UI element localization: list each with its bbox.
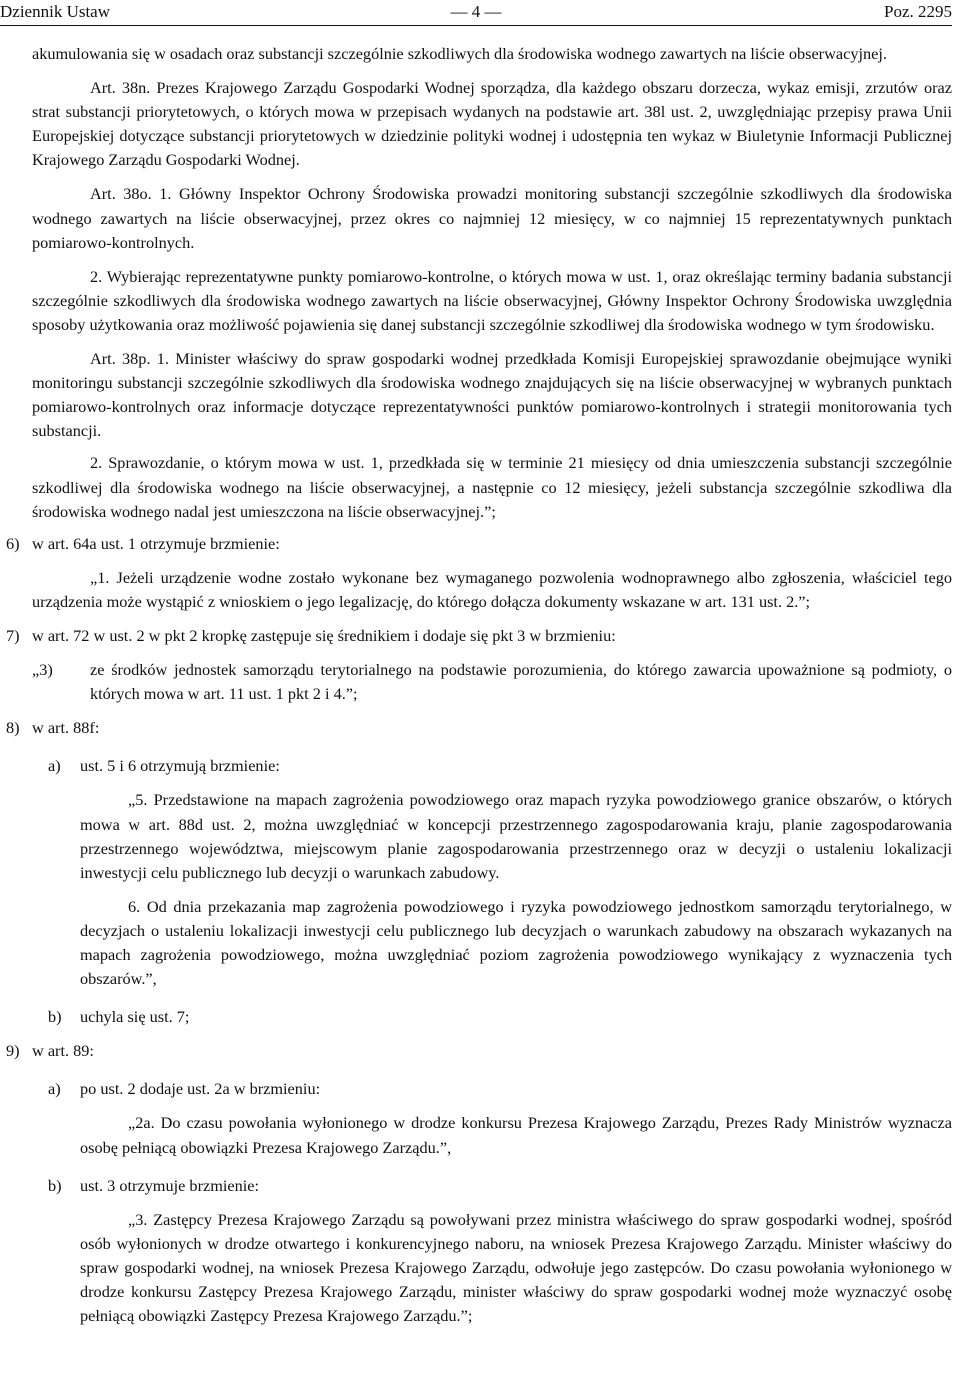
list-marker: b) <box>48 1175 62 1195</box>
list-item-text: w art. 72 w ust. 2 w pkt 2 kropkę zastępuje się średnikiem i dodaje się pkt 3 w brzmieniu: <box>32 625 616 645</box>
quoted-point-3 <box>0 658 952 706</box>
list-item-9 <box>0 1039 952 1063</box>
list-marker: b) <box>48 1007 62 1027</box>
quoted-ust-1: „1. Jeżeli urządzenie wodne zostało wykonane bez wymaganego pozwolenia wodnoprawnego albo zgłoszenia, właściciel tego urządzenia może wystąpić z wnioskiem o jego legalizację, do którego dołącza dokumenty wskazane w art. 131 ust. 2.”; <box>32 567 952 611</box>
document-body <box>0 42 952 1328</box>
list-marker: 9) <box>6 1041 20 1061</box>
list-item-text: ust. 3 otrzymuje brzmienie: <box>80 1175 260 1195</box>
list-item-text: w art. 89: <box>32 1041 94 1061</box>
article-38o-ust-1: Art. 38o. 1. Główny Inspektor Ochrony Środowiska prowadzi monitoring substancji szczególnie szkodliwych dla środowiska wodnego zawartych na liście obserwacyjnej, przez okres co najmniej 12 miesięcy, w co najmniej 15 reprezentatywnych punktach pomiarowo-kontrolnych. <box>32 184 952 252</box>
quoted-ust-5: „5. Przedstawione na mapach zagrożenia powodziowego oraz mapach ryzyka powodziowego granice obszarów, o których mowa w art. 88d ust. 2, można uwzględniać w koncepcji przestrzennego zagospodarowania kraju, planie zagospodarowania przestrzennego województwa, miejscowym planie zagospodarowania przestrzennego oraz w decyzji o ustaleniu lokalizacji inwestycji celu publicznego lub decyzji o warunkach zabudowy. <box>80 790 952 882</box>
list-item-text: w art. 64a ust. 1 otrzymuje brzmienie: <box>32 533 280 553</box>
list-item-7 <box>0 624 952 648</box>
quoted-ust-3: „3. Zastępcy Prezesa Krajowego Zarządu są powoływani przez ministra właściwego do spraw gospodarki wodnej, spośród osób wyłonionych w drodze otwartego i konkurencyjnego naboru, na wniosek Prezesa Krajowego Zarządu. Minister właściwy do spraw gospodarki wodnej, na wniosek Prezesa Krajowego Zarządu, odwołuje jego zastępców. Do czasu powołania wyłonionego w drodze konkursu Zastępcy Prezesa Krajowego Zarządu, minister właściwy do spraw gospodarki wodnej może wyznaczyć osobę pełniącą obowiązki Zastępcy Prezesa Krajowego Zarządu.”; <box>80 1209 952 1326</box>
list-item-text: w art. 88f: <box>32 718 100 738</box>
list-marker: 8) <box>6 718 20 738</box>
list-item-text: ze środków jednostek samorządu terytorialnego na podstawie porozumienia, do którego zawarcia upoważnione są podmioty, o których mowa w art. 11 ust. 1 pkt 2 i 4.”; <box>90 660 952 704</box>
list-marker: „3) <box>32 660 53 680</box>
list-item-6 <box>0 532 952 556</box>
list-marker: 7) <box>6 625 20 645</box>
list-item-text: po ust. 2 dodaje ust. 2a w brzmieniu: <box>80 1079 321 1099</box>
page-header <box>0 0 952 24</box>
header-rule <box>0 25 952 26</box>
quoted-ust-2a: „2a. Do czasu powołania wyłonionego w drodze konkursu Prezesa Krajowego Zarządu, Prezes Rady Ministrów wyznacza osobę pełniącą obowiązki Prezesa Krajowego Zarządu.”, <box>80 1113 952 1157</box>
list-item-9a <box>0 1077 952 1101</box>
article-38p-ust-2: 2. Sprawozdanie, o którym mowa w ust. 1, przedkłada się w terminie 21 miesięcy od dnia umieszczenia substancji szczególnie szkodliwej dla środowiska wodnego na liście obserwacyjnej, a następnie co 12 miesięcy, jeżeli substancja szczególnie szkodliwa dla środowiska wodnego nadal jest umieszczona na liście obserwacyjnej.”; <box>32 453 952 521</box>
list-item-text: uchyla się ust. 7; <box>80 1007 190 1027</box>
list-item-text: ust. 5 i 6 otrzymują brzmienie: <box>80 756 280 776</box>
article-38p-ust-1: Art. 38p. 1. Minister właściwy do spraw gospodarki wodnej przedkłada Komisji Europejskiej sprawozdanie obejmujące wyniki monitoringu substancji szczególnie szkodliwych dla środowiska wodnego znajdujących się na liście obserwacyjnej w wybranych punktach pomiarowo-kontrolnych oraz informacje dotyczące reprezentatywności punktów pomiarowo-kontrolnych i strategii monitorowania tych substancji. <box>32 349 952 441</box>
page-number: — 4 — <box>450 2 502 21</box>
list-item-8 <box>0 716 952 740</box>
list-marker: a) <box>48 756 61 776</box>
position-number: Poz. 2295 <box>884 2 952 21</box>
article-38o-ust-2: 2. Wybierając reprezentatywne punkty pomiarowo-kontrolne, o których mowa w ust. 1, oraz określając terminy badania substancji szczególnie szkodliwych dla środowiska wodnego zawartych na liście obserwacyjnej, Główny Inspektor Ochrony Środowiska uwzględnia sposoby użytkowania oraz możliwość pojawienia się danej substancji szczególnie szkodliwej dla środowiska wodnego w tym środowisku. <box>32 266 952 334</box>
quoted-ust-6: 6. Od dnia przekazania map zagrożenia powodziowego i ryzyka powodziowego jednostkom samorządu terytorialnego, w decyzjach o ustaleniu lokalizacji inwestycji celu publicznego lub decyzjach o warunkach zabudowy na obszarach wykazanych na mapach zagrożenia powodziowego, można uwzględniać poziom zagrożenia powodziowego wynikający z wyznaczenia tych obszarów.”, <box>80 896 952 989</box>
list-item-8b <box>0 1005 952 1029</box>
journal-title: Dziennik Ustaw <box>0 2 111 21</box>
list-item-8a <box>0 754 952 778</box>
list-marker: a) <box>48 1079 61 1099</box>
paragraph-continuation: akumulowania się w osadach oraz substancji szczególnie szkodliwych dla środowiska wodnego zawartych na liście obserwacyjnej. <box>32 44 887 63</box>
article-38n: Art. 38n. Prezes Krajowego Zarządu Gospodarki Wodnej sporządza, dla każdego obszaru dorzecza, wykaz emisji, zrzutów oraz strat substancji priorytetowych, o których mowa w przepisach wydanych na podstawie art. 38l ust. 2, uwzględniając przepisy prawa Unii Europejskiej dotyczące substancji priorytetowych w dziedzinie polityki wodnej i udostępnia ten wykaz w Biuletynie Informacji Publicznej Krajowego Zarządu Gospodarki Wodnej. <box>32 78 952 170</box>
list-marker: 6) <box>6 533 20 553</box>
list-item-9b <box>0 1174 952 1198</box>
